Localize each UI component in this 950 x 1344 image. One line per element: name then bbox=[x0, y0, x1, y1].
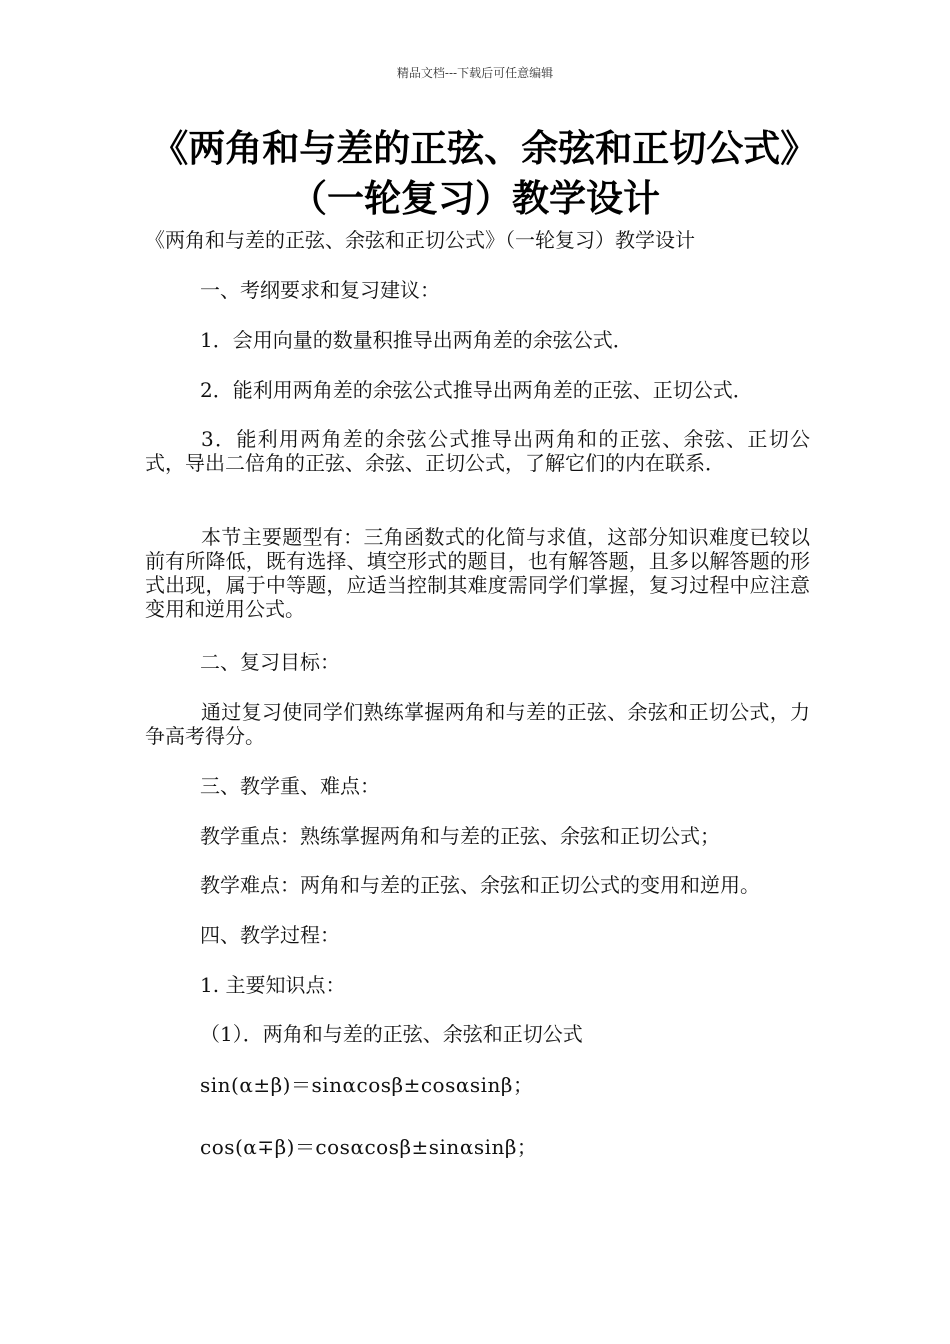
section1-heading: 一、考纲要求和复习建议： bbox=[200, 278, 440, 302]
section3-difficult-point: 教学难点：两角和与差的正弦、余弦和正切公式的变用和逆用。 bbox=[200, 873, 760, 897]
page-header-note: 精品文档---下载后可任意编辑 bbox=[396, 66, 554, 80]
section1-item3: 3．能利用两角差的余弦公式推导出两角和的正弦、余弦、正切公式，导出二倍角的正弦、余弦、正切公式，了解它们的内在联系． bbox=[145, 427, 810, 475]
formula-cos-sum-difference: cos(α∓β)＝cosαcosβ±sinαsinβ； bbox=[200, 1135, 538, 1159]
section1-summary: 本节主要题型有：三角函数式的化简与求值，这部分知识难度已较以前有所降低，既有选择、填空形式的题目，也有解答题，且多以解答题的形式出现，属于中等题，应适当控制其难度需同学们掌握，复习过程中应注意变用和逆用公式。 bbox=[145, 525, 810, 621]
section3-key-point: 教学重点：熟练掌握两角和与差的正弦、余弦和正切公式； bbox=[200, 824, 720, 848]
section3-heading: 三、教学重、难点： bbox=[200, 774, 380, 798]
section2-heading: 二、复习目标： bbox=[200, 650, 340, 674]
section4-heading: 四、教学过程： bbox=[200, 923, 340, 947]
section1-item1: 1．会用向量的数量积推导出两角差的余弦公式． bbox=[200, 328, 633, 352]
section4-subheading-1-1: （1）．两角和与差的正弦、余弦和正切公式 bbox=[200, 1022, 583, 1046]
section2-text: 通过复习使同学们熟练掌握两角和与差的正弦、余弦和正切公式，力争高考得分。 bbox=[145, 700, 810, 748]
section4-subheading-1: 1. 主要知识点： bbox=[200, 973, 346, 997]
section1-item2: 2．能利用两角差的余弦公式推导出两角差的正弦、正切公式． bbox=[200, 378, 753, 402]
document-subtitle: 《两角和与差的正弦、余弦和正切公式》（一轮复习）教学设计 bbox=[145, 228, 695, 252]
formula-sin-sum-difference: sin(α±β)＝sinαcosβ±cosαsinβ； bbox=[200, 1073, 534, 1097]
document-title: 《两角和与差的正弦、余弦和正切公式》（一轮复习）教学设计 bbox=[151, 127, 799, 220]
